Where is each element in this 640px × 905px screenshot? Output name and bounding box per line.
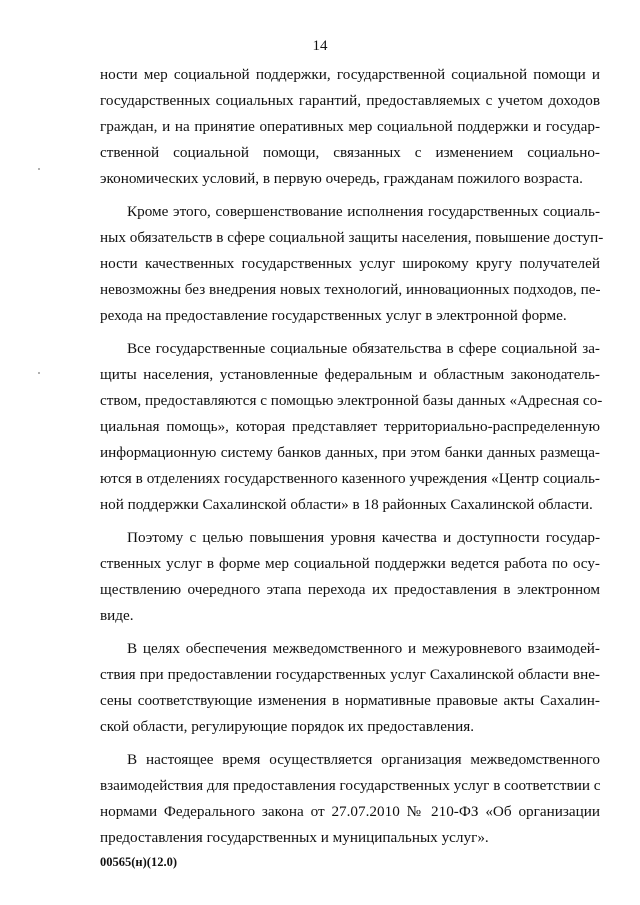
body-text xyxy=(100,62,604,858)
scan-speck xyxy=(38,372,40,374)
text-line: ствия при предоставлении государственных услуг Сахалинской области вне- xyxy=(100,666,600,683)
text-line: ской области, регулирующие порядок их предоставления. xyxy=(100,718,475,735)
text-line: ности мер социальной поддержки, государственной социальной помощи и xyxy=(100,66,600,83)
text-line: ственной социальной помощи, связанных с изменением социально- xyxy=(100,144,600,161)
text-line: невозможны без внедрения новых технологий, инновационных подходов, пе- xyxy=(100,281,601,298)
paragraph xyxy=(100,747,600,851)
text-line: Поэтому с целью повышения уровня качества и доступности государ- xyxy=(127,529,600,546)
text-line: ной поддержки Сахалинской области» в 18 районных Сахалинской области. xyxy=(100,496,593,513)
text-line: ности качественных государственных услуг широкому кругу получателей xyxy=(100,255,600,272)
text-line: Кроме этого, совершенствование исполнения государственных социаль- xyxy=(127,203,600,220)
text-line: нормами Федерального закона от 27.07.2010 № 210-ФЗ «Об организации xyxy=(100,803,600,820)
text-line: ственных услуг в форме мер социальной поддержки ведется работа по осу- xyxy=(100,555,600,572)
text-line: ных обязательств в сфере социальной защиты населения, повышение доступ- xyxy=(100,229,604,246)
text-line: виде. xyxy=(100,607,134,624)
text-line: сены соответствующие изменения в нормативные правовые акты Сахалин- xyxy=(100,692,600,709)
text-line: информационную систему банков данных, при этом банки данных размеща- xyxy=(100,444,600,461)
paragraph xyxy=(100,525,600,629)
text-line: В целях обеспечения межведомственного и межуровневого взаимодей- xyxy=(127,640,600,657)
text-line: ством, предоставляются с помощью электронной базы данных «Адресная со- xyxy=(100,392,603,409)
paragraph xyxy=(100,636,600,740)
document-code: 00565(н)(12.0) xyxy=(100,855,177,869)
paragraph xyxy=(100,199,604,329)
paragraph xyxy=(100,336,603,518)
text-line: ществлению очередного этапа перехода их предоставления в электронном xyxy=(100,581,600,598)
page-number: 14 xyxy=(312,38,328,54)
text-line: государственных социальных гарантий, предоставляемых с учетом доходов xyxy=(100,92,600,109)
text-line: рехода на предоставление государственных услуг в электронной форме. xyxy=(100,307,567,324)
text-line: щиты населения, установленные федеральным и областным законодатель- xyxy=(100,366,600,383)
scan-speck xyxy=(38,168,40,170)
text-line: В настоящее время осуществляется организация межведомственного xyxy=(127,751,600,768)
text-line: Все государственные социальные обязательства в сфере социальной за- xyxy=(127,340,600,357)
paragraph xyxy=(100,62,600,192)
text-line: граждан, и на принятие оперативных мер социальной поддержки и государ- xyxy=(100,118,600,135)
text-line: предоставления государственных и муниципальных услуг». xyxy=(100,829,489,846)
text-line: ются в отделениях государственного казенного учреждения «Центр социаль- xyxy=(100,470,600,487)
text-line: взаимодействия для предоставления государственных услуг в соответствии с xyxy=(100,777,601,794)
text-line: циальная помощь», которая представляет территориально-распределенную xyxy=(100,418,600,435)
text-line: экономических условий, в первую очередь, гражданам пожилого возраста. xyxy=(100,170,583,187)
